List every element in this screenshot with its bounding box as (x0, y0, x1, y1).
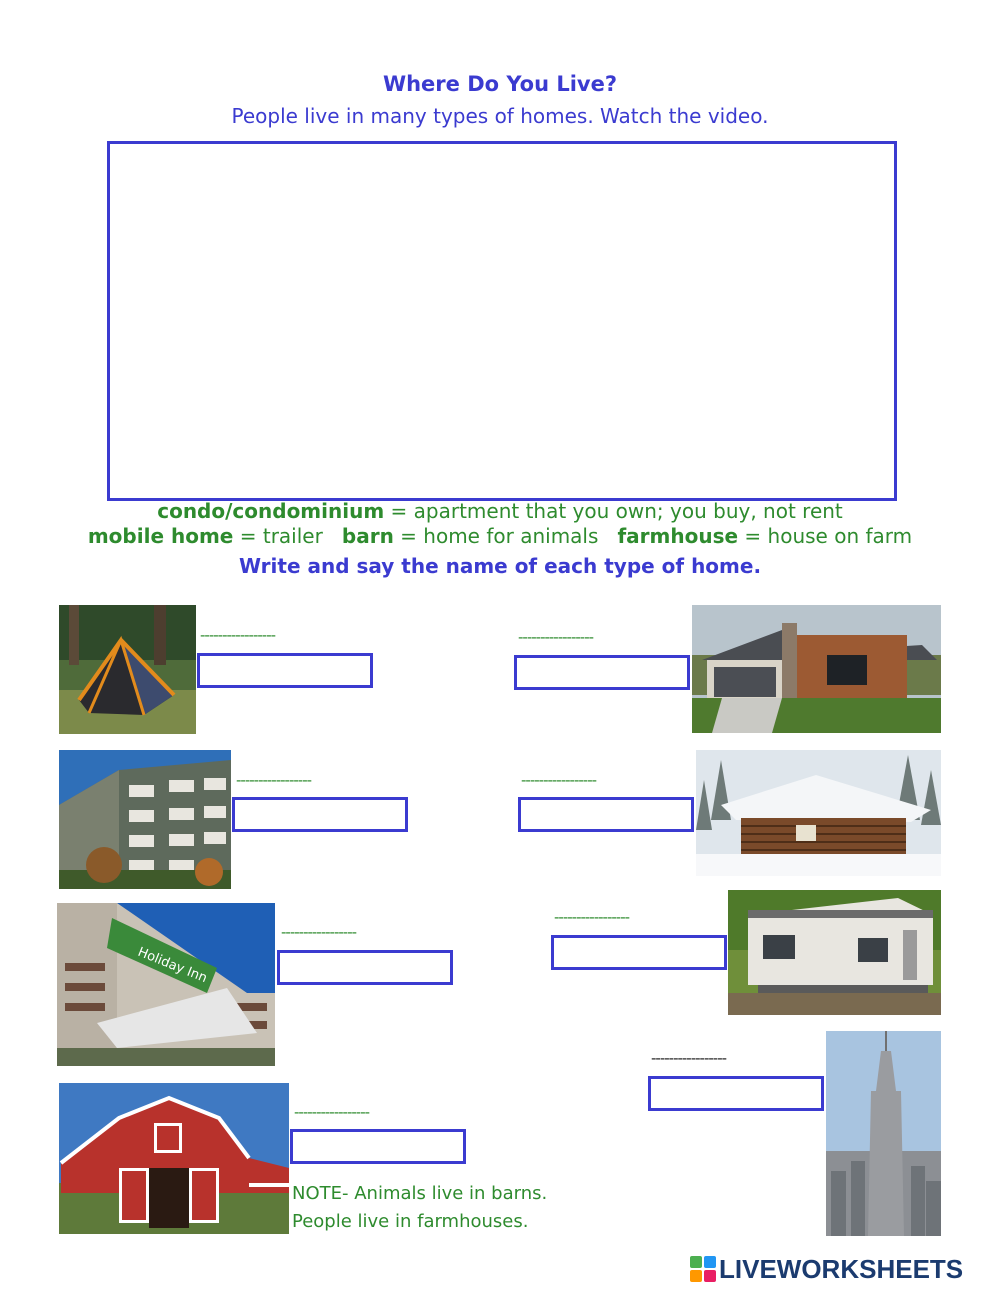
answer-input-barn[interactable] (290, 1129, 466, 1164)
answer-dashes: ----------------- (518, 628, 594, 646)
worksheet-subtitle: People live in many types of homes. Watch the video. (231, 104, 769, 128)
vocab-term: farmhouse (617, 524, 739, 548)
answer-dashes: ----------------- (294, 1103, 370, 1121)
answer-dashes: ----------------- (281, 923, 357, 941)
answer-dashes: ----------------- (651, 1049, 727, 1067)
answer-input-condominium[interactable] (232, 797, 408, 832)
apartment-building-photo (826, 1031, 941, 1236)
mobile-home-photo (728, 890, 941, 1015)
tent-photo (59, 605, 196, 734)
answer-input-mobile-home[interactable] (551, 935, 727, 970)
answer-input-tent[interactable] (197, 653, 373, 688)
vocab-definition: = home for animals (393, 524, 618, 548)
answer-dashes: ----------------- (236, 771, 312, 789)
vocab-term: condo/condominium (157, 499, 385, 523)
liveworksheets-logo (690, 1252, 963, 1286)
house-photo (692, 605, 941, 733)
note-line: NOTE- Animals live in barns. (292, 1183, 548, 1204)
note-line: People live in farmhouses. (292, 1211, 529, 1232)
answer-input-house[interactable] (514, 655, 690, 690)
vocab-definition: = trailer (233, 524, 342, 548)
logo-mark-icon (690, 1256, 716, 1282)
hotel-sign-text: Holiday Inn (135, 944, 210, 987)
video-frame[interactable] (107, 141, 897, 501)
vocab-term: mobile home (87, 524, 234, 548)
answer-dashes: ----------------- (521, 771, 597, 789)
logo-text: LIVEWORKSHEETS (719, 1253, 964, 1284)
condominium-photo (59, 750, 231, 889)
answer-input-cabin[interactable] (518, 797, 694, 832)
vocab-term: barn (341, 524, 394, 548)
cabin-photo (696, 750, 941, 876)
vocab-line-homes (0, 524, 1000, 548)
worksheet-title: Where Do You Live? (382, 72, 618, 96)
vocab-line-condo (0, 499, 1000, 523)
answer-dashes: ----------------- (200, 626, 276, 644)
vocab-definition: = house on farm (738, 524, 913, 548)
vocab-definition: = apartment that you own; you buy, not rent (384, 499, 843, 523)
hotel-photo (57, 903, 275, 1066)
answer-input-apartment-building[interactable] (648, 1076, 824, 1111)
answer-dashes: ----------------- (554, 908, 630, 926)
answer-input-hotel[interactable] (277, 950, 453, 985)
barn-photo (59, 1083, 289, 1234)
instruction-text: Write and say the name of each type of home. (238, 554, 762, 578)
